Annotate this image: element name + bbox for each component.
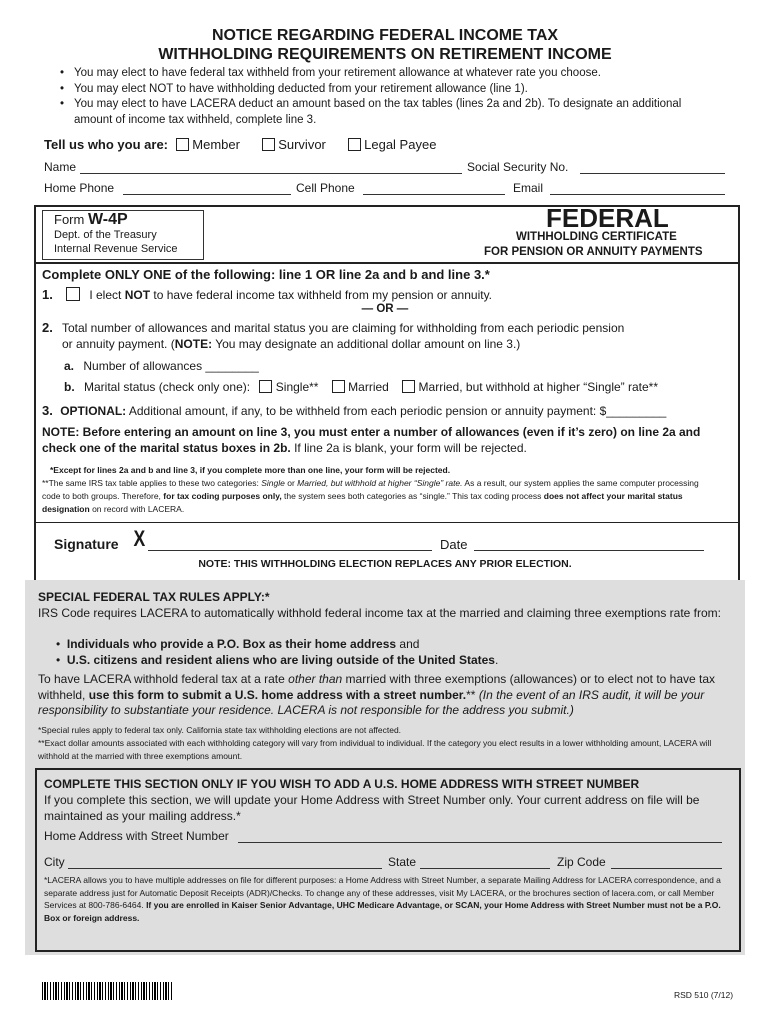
- form-code: RSD 510 (7/12): [674, 990, 734, 1000]
- line3-optional: OPTIONAL:: [60, 404, 127, 418]
- instructions-list: [60, 66, 720, 128]
- special-item2: U.S. citizens and resident aliens who are living outside of the United States: [66, 653, 495, 667]
- email-label: Email: [513, 181, 544, 195]
- cell-phone-label: Cell Phone: [296, 181, 355, 195]
- line2a-row: [64, 359, 259, 373]
- ssn-label: Social Security No.: [467, 160, 569, 174]
- special-footnote-1: *Special rules apply to federal tax only. California state tax withholding elections are not affected.: [38, 725, 402, 735]
- barcode-image: [42, 982, 174, 1000]
- survivor-label: Survivor: [278, 137, 326, 152]
- address-intro: If you complete this section, we will update your Home Address with Street Number only. Your current address on file will be maintained as your mailing address.*: [44, 793, 700, 823]
- date-field[interactable]: [474, 538, 704, 551]
- list-item: • You may elect to have federal tax withheld from your retirement allowance at whatever rate you choose.: [60, 66, 720, 82]
- city-label: City: [44, 855, 65, 869]
- fn-part: As a result, our system applies the same computer processing code to both groups. Therefore,: [42, 478, 699, 501]
- line2-text2b: You may designate an additional dollar amount on line 3.): [212, 337, 521, 351]
- fn-part: Single: [261, 478, 285, 488]
- state-field[interactable]: [420, 855, 550, 869]
- cell-phone-field[interactable]: [363, 181, 505, 195]
- fn-part: for tax coding purposes only,: [163, 491, 282, 501]
- legal-payee-checkbox[interactable]: [348, 138, 361, 151]
- page-subtitle: WITHHOLDING REQUIREMENTS ON RETIREMENT INCOME: [158, 46, 612, 63]
- identity-row: [44, 137, 436, 152]
- line2-text2a: or annuity payment. (: [62, 337, 175, 351]
- dept-text: Dept. of the Treasury: [54, 229, 157, 241]
- line2-note: NOTE:: [174, 337, 213, 351]
- form-label: Form: [54, 212, 85, 227]
- para-part: married with three exemptions (allowances) or to elect not to have tax withheld,: [38, 672, 716, 702]
- replaces-note: NOTE: THIS WITHHOLDING ELECTION REPLACES ANY PRIOR ELECTION.: [198, 558, 572, 570]
- legal-payee-label: Legal Payee: [364, 137, 437, 152]
- fn-part: Married, but withhold at higher “Single” rate.: [297, 478, 463, 488]
- home-address-label: Home Address with Street Number: [44, 829, 229, 843]
- special-item1-tail: and: [396, 637, 420, 651]
- name-label: Name: [44, 160, 77, 174]
- state-label: State: [388, 855, 417, 869]
- address-note: [44, 874, 724, 924]
- home-phone-label: Home Phone: [44, 181, 115, 195]
- email-field[interactable]: [550, 181, 725, 195]
- para-part: use this form to submit a U.S. home address with a street number.: [88, 687, 467, 702]
- date-label: Date: [440, 537, 468, 552]
- survivor-checkbox[interactable]: [262, 138, 275, 151]
- special-footnote-2: **Exact dollar amounts associated with each withholding category will vary from individual to individual. If the category you elect results in a lower withholding amount, LACERA will withhold at the married with three exemptions amount.: [38, 738, 712, 761]
- special-intro: IRS Code requires LACERA to automatically withhold federal income tax at the married and claiming three exemptions rate from:: [38, 606, 721, 620]
- list-item: • U.S. citizens and resident aliens who are living outside of the United States.: [56, 653, 499, 667]
- line2-number: 2.: [42, 320, 53, 335]
- name-field[interactable]: [80, 160, 462, 174]
- line3-row: [42, 403, 666, 418]
- fn-part: the system sees both categories as “single.” This tax coding process: [281, 491, 544, 501]
- federal-heading: FEDERAL: [546, 203, 669, 233]
- married-label: Married: [348, 380, 389, 394]
- line1-text-b: to have federal income tax withheld from my pension or annuity.: [153, 288, 493, 302]
- note-bold: NOTE: Before entering an amount on line 3, you must enter a number of allowances (even if it’s zero) on line 2a and check one of the marital status boxes in 2b.: [42, 425, 701, 455]
- special-heading: SPECIAL FEDERAL TAX RULES APPLY:*: [38, 590, 270, 604]
- single-label: Single**: [275, 380, 319, 394]
- married-single-rate-checkbox[interactable]: [402, 380, 415, 393]
- address-heading: COMPLETE THIS SECTION ONLY IF YOU WISH TO ADD A U.S. HOME ADDRESS WITH STREET NUMBER: [44, 777, 640, 791]
- home-phone-field[interactable]: [123, 181, 291, 195]
- line2b-label: b.: [64, 380, 75, 394]
- list-item: • You may elect to have LACERA deduct an amount based on the tax tables (lines 2a and 2b). To designate an additional amount of income tax withheld, complete line 3.: [60, 97, 720, 128]
- address-note-plain: *LACERA allows you to have multiple addresses on file for different purposes: a Home Address with Street Number, a separate Mailing Address for LACERA correspondence, and a separate address just for Automatic Deposit Receipts (ADR)/Checks. To change any of these addresses, visit My LACERA, or the brochures section of lacera.com, or call Member Services at 800-786-6464.: [44, 875, 721, 910]
- address-note-bold: If you are enrolled in Kaiser Senior Advantage, UHC Medicare Advantage, or SCAN, your Home Address with Street Number must not be a P.O. Box or foreign address.: [44, 900, 721, 923]
- ssn-field[interactable]: [580, 160, 725, 174]
- signature-label: Signature: [54, 536, 119, 552]
- footnote-one-line: *Except for lines 2a and b and line 3, if you complete more than one line, your form will be rejected.: [50, 465, 451, 475]
- city-field[interactable]: [68, 855, 382, 869]
- cert-line2: FOR PENSION OR ANNUITY PAYMENTS: [484, 246, 703, 258]
- special-item1: Individuals who provide a P.O. Box as their home address: [66, 637, 397, 651]
- line2b-row: [64, 380, 658, 394]
- para-part: To have LACERA withhold federal tax at a rate: [38, 672, 289, 686]
- form-number: W-4P: [87, 211, 128, 228]
- fn-part: **The same IRS tax table applies to these two categories:: [42, 478, 262, 488]
- line3-note: [42, 424, 722, 456]
- line2b-text: Marital status (check only one):: [84, 380, 251, 394]
- list-item: • Individuals who provide a P.O. Box as their home address and: [56, 637, 420, 651]
- cert-line1: WITHHOLDING CERTIFICATE: [516, 231, 677, 243]
- line2-text2: [62, 337, 520, 351]
- married-single-rate-label: Married, but withhold at higher “Single” rate**: [418, 380, 659, 394]
- member-label: Member: [192, 137, 240, 152]
- irs-text: Internal Revenue Service: [54, 243, 178, 255]
- line1-row: [66, 287, 492, 302]
- para-part: other than: [288, 672, 343, 686]
- home-address-field[interactable]: [238, 829, 722, 843]
- line3-text[interactable]: Additional amount, if any, to be withheld from each periodic pension or annuity payment: $_________: [128, 404, 667, 418]
- line2a-label: a.: [64, 359, 75, 373]
- footnote-single-rate: [42, 477, 714, 516]
- divider: [34, 262, 738, 264]
- line3-number: 3.: [42, 403, 53, 418]
- or-divider: — OR —: [361, 303, 409, 315]
- fn-part: does not affect your marital status designation: [42, 491, 683, 514]
- signature-field[interactable]: [148, 538, 432, 551]
- fn-part: or: [284, 478, 298, 488]
- page-title: NOTICE REGARDING FEDERAL INCOME TAX: [211, 27, 559, 44]
- signature-mark: X: [133, 526, 146, 551]
- line1-number: 1.: [42, 287, 53, 302]
- special-paragraph: [38, 672, 738, 719]
- allowances-field[interactable]: Number of allowances ________: [83, 359, 259, 373]
- form-id: [54, 211, 128, 229]
- no-withholding-checkbox[interactable]: [66, 287, 80, 301]
- zip-label: Zip Code: [557, 855, 606, 869]
- line2-text1: Total number of allowances and marital status you are claiming for withholding from each periodic pension: [62, 321, 625, 335]
- line1-not: NOT: [124, 288, 151, 302]
- special-item2-tail: .: [494, 653, 499, 667]
- married-checkbox[interactable]: [332, 380, 345, 393]
- complete-only-heading: Complete ONLY ONE of the following: line 1 OR line 2a and b and line 3.*: [42, 267, 490, 282]
- line1-text-a: I elect: [89, 288, 122, 302]
- member-checkbox[interactable]: [176, 138, 189, 151]
- note-plain: If line 2a is blank, your form will be rejected.: [290, 441, 527, 455]
- fn-part: on record with LACERA.: [89, 504, 185, 514]
- single-checkbox[interactable]: [259, 380, 272, 393]
- identity-prompt: Tell us who you are:: [44, 137, 169, 152]
- para-part: (In the event of an IRS audit, it will be your responsibility to substantiate your residence. LACERA is not responsible for the address you submit.): [38, 687, 705, 717]
- list-item: • You may elect NOT to have withholding deducted from your retirement allowance (line 1).: [60, 82, 720, 98]
- para-part: **: [466, 687, 479, 702]
- zip-field[interactable]: [611, 855, 722, 869]
- divider: [34, 522, 738, 523]
